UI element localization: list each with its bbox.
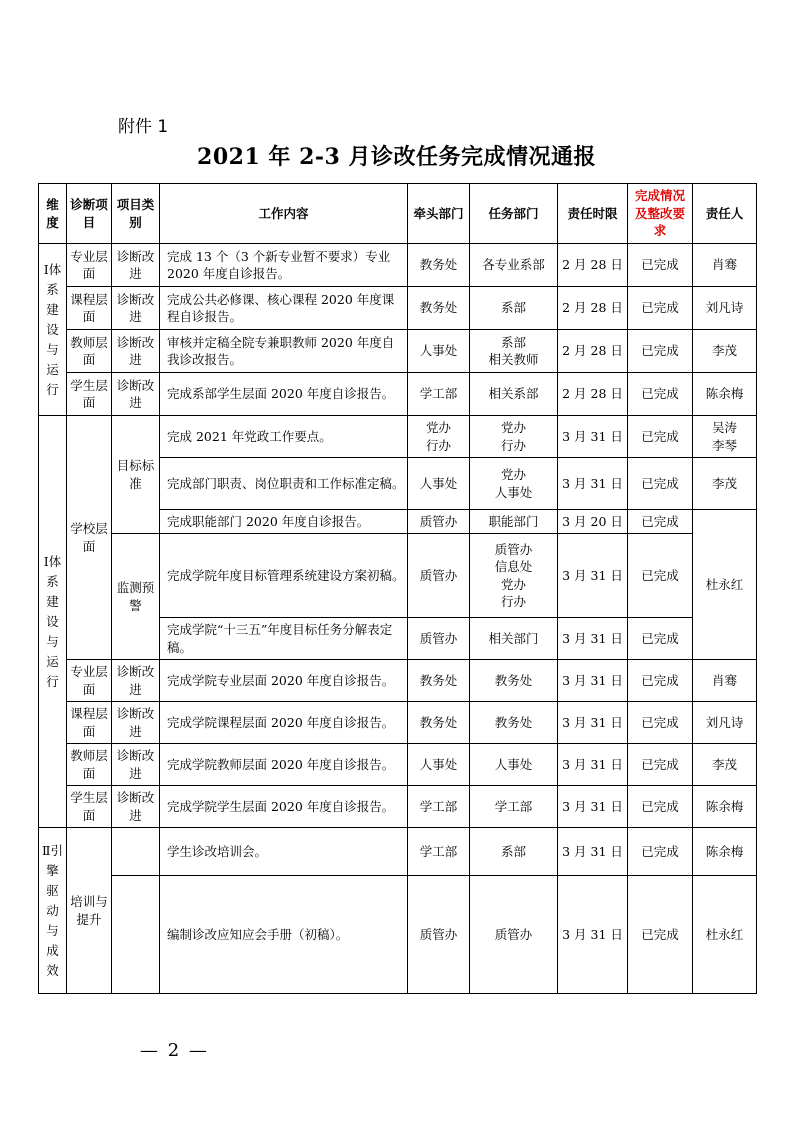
deadline-cell: 2 月 28 日 [558, 330, 628, 373]
content-cell: 完成部门职责、岗位职责和工作标准定稿。 [160, 458, 408, 510]
category-cell: 诊断改进 [112, 744, 160, 786]
owner-cell: 刘凡诗 [693, 702, 757, 744]
project-cell: 专业层面 [67, 244, 112, 287]
lead-dept-cell: 教务处 [408, 702, 470, 744]
status-cell: 已完成 [628, 744, 693, 786]
status-cell: 已完成 [628, 876, 693, 994]
deadline-cell: 3 月 31 日 [558, 416, 628, 458]
content-cell: 完成 2021 年党政工作要点。 [160, 416, 408, 458]
task-report-table [38, 183, 757, 994]
status-cell: 已完成 [628, 660, 693, 702]
status-cell: 已完成 [628, 786, 693, 828]
deadline-cell: 3 月 20 日 [558, 510, 628, 534]
project-cell: 专业层面 [67, 660, 112, 702]
category-cell [112, 828, 160, 876]
header-content: 工作内容 [160, 184, 408, 244]
project-cell: 课程层面 [67, 702, 112, 744]
task-dept-cell: 相关部门 [470, 618, 558, 660]
deadline-cell: 2 月 28 日 [558, 244, 628, 287]
header-task-dept: 任务部门 [470, 184, 558, 244]
content-cell: 编制诊改应知应会手册（初稿）。 [160, 876, 408, 994]
content-cell: 完成学院“十三五”年度目标任务分解表定稿。 [160, 618, 408, 660]
deadline-cell: 2 月 28 日 [558, 287, 628, 330]
task-dept-cell: 党办 人事处 [470, 458, 558, 510]
task-dept-cell: 系部 [470, 287, 558, 330]
task-dept-cell: 学工部 [470, 786, 558, 828]
category-cell [112, 876, 160, 994]
deadline-cell: 2 月 28 日 [558, 373, 628, 416]
lead-dept-cell: 教务处 [408, 244, 470, 287]
owner-cell: 陈余梅 [693, 828, 757, 876]
project-cell: 教师层面 [67, 330, 112, 373]
project-cell: 学校层面 [67, 416, 112, 660]
content-cell: 完成职能部门 2020 年度自诊报告。 [160, 510, 408, 534]
owner-cell: 陈余梅 [693, 373, 757, 416]
deadline-cell: 3 月 31 日 [558, 618, 628, 660]
task-dept-cell: 人事处 [470, 744, 558, 786]
lead-dept-cell: 质管办 [408, 618, 470, 660]
category-cell: 诊断改进 [112, 244, 160, 287]
task-dept-cell: 质管办 信息处 党办 行办 [470, 534, 558, 618]
status-cell: 已完成 [628, 373, 693, 416]
lead-dept-cell: 学工部 [408, 786, 470, 828]
header-lead-dept: 牵头部门 [408, 184, 470, 244]
content-cell: 完成学院学生层面 2020 年度自诊报告。 [160, 786, 408, 828]
content-cell: 完成公共必修课、核心课程 2020 年度课程自诊报告。 [160, 287, 408, 330]
task-dept-cell: 质管办 [470, 876, 558, 994]
deadline-cell: 3 月 31 日 [558, 828, 628, 876]
task-dept-cell: 系部 相关教师 [470, 330, 558, 373]
owner-cell: 刘凡诗 [693, 287, 757, 330]
deadline-cell: 3 月 31 日 [558, 876, 628, 994]
lead-dept-cell: 质管办 [408, 534, 470, 618]
lead-dept-cell: 学工部 [408, 828, 470, 876]
status-cell: 已完成 [628, 828, 693, 876]
owner-cell: 陈余梅 [693, 786, 757, 828]
task-dept-cell: 教务处 [470, 660, 558, 702]
header-dimension: 维度 [39, 184, 67, 244]
content-cell: 完成学院课程层面 2020 年度自诊报告。 [160, 702, 408, 744]
status-cell: 已完成 [628, 458, 693, 510]
status-cell: 已完成 [628, 618, 693, 660]
content-cell: 完成学院教师层面 2020 年度自诊报告。 [160, 744, 408, 786]
lead-dept-cell: 质管办 [408, 510, 470, 534]
content-cell: 完成学院年度目标管理系统建设方案初稿。 [160, 534, 408, 618]
lead-dept-cell: 人事处 [408, 330, 470, 373]
header-project: 诊断项目 [67, 184, 112, 244]
page-number: — 2 — [140, 1040, 209, 1061]
lead-dept-cell: 人事处 [408, 458, 470, 510]
lead-dept-cell: 教务处 [408, 287, 470, 330]
category-cell: 诊断改进 [112, 786, 160, 828]
header-category: 项目类别 [112, 184, 160, 244]
task-dept-cell: 职能部门 [470, 510, 558, 534]
deadline-cell: 3 月 31 日 [558, 660, 628, 702]
owner-cell: 杜永红 [693, 876, 757, 994]
task-dept-cell: 系部 [470, 828, 558, 876]
lead-dept-cell: 质管办 [408, 876, 470, 994]
owner-cell: 李茂 [693, 744, 757, 786]
owner-cell: 李茂 [693, 458, 757, 510]
owner-cell: 肖骞 [693, 244, 757, 287]
content-cell: 完成 13 个（3 个新专业暂不要求）专业 2020 年度自诊报告。 [160, 244, 408, 287]
status-cell: 已完成 [628, 534, 693, 618]
header-owner: 责任人 [693, 184, 757, 244]
lead-dept-cell: 人事处 [408, 744, 470, 786]
project-cell: 学生层面 [67, 786, 112, 828]
category-cell: 监测预警 [112, 534, 160, 660]
document-title: 2021 年 2-3 月诊改任务完成情况通报 [197, 144, 596, 170]
task-dept-cell: 相关系部 [470, 373, 558, 416]
category-cell: 诊断改进 [112, 702, 160, 744]
deadline-cell: 3 月 31 日 [558, 744, 628, 786]
header-deadline: 责任时限 [558, 184, 628, 244]
owner-cell: 李茂 [693, 330, 757, 373]
deadline-cell: 3 月 31 日 [558, 786, 628, 828]
dimension-cell: Ⅱ引擎驱动与成效 [39, 828, 67, 994]
content-cell: 审核并定稿全院专兼职教师 2020 年度自我诊改报告。 [160, 330, 408, 373]
attachment-label: 附件 1 [118, 117, 169, 137]
owner-cell: 吴涛 李琴 [693, 416, 757, 458]
task-dept-cell: 党办 行办 [470, 416, 558, 458]
category-cell: 诊断改进 [112, 660, 160, 702]
dimension-cell: Ⅰ体系建设与运行 [39, 244, 67, 416]
content-cell: 学生诊改培训会。 [160, 828, 408, 876]
status-cell: 已完成 [628, 330, 693, 373]
project-cell: 培训与提升 [67, 828, 112, 994]
project-cell: 学生层面 [67, 373, 112, 416]
dimension-cell: Ⅰ体系建设与运行 [39, 416, 67, 828]
header-status: 完成情况及整改要求 [628, 184, 693, 244]
status-cell: 已完成 [628, 287, 693, 330]
lead-dept-cell: 教务处 [408, 660, 470, 702]
status-cell: 已完成 [628, 702, 693, 744]
content-cell: 完成系部学生层面 2020 年度自诊报告。 [160, 373, 408, 416]
deadline-cell: 3 月 31 日 [558, 702, 628, 744]
category-cell: 目标标准 [112, 416, 160, 534]
category-cell: 诊断改进 [112, 373, 160, 416]
category-cell: 诊断改进 [112, 330, 160, 373]
deadline-cell: 3 月 31 日 [558, 458, 628, 510]
deadline-cell: 3 月 31 日 [558, 534, 628, 618]
status-cell: 已完成 [628, 244, 693, 287]
status-cell: 已完成 [628, 510, 693, 534]
lead-dept-cell: 学工部 [408, 373, 470, 416]
task-dept-cell: 各专业系部 [470, 244, 558, 287]
category-cell: 诊断改进 [112, 287, 160, 330]
status-cell: 已完成 [628, 416, 693, 458]
owner-cell: 杜永红 [693, 510, 757, 660]
lead-dept-cell: 党办 行办 [408, 416, 470, 458]
owner-cell: 肖骞 [693, 660, 757, 702]
task-dept-cell: 教务处 [470, 702, 558, 744]
project-cell: 教师层面 [67, 744, 112, 786]
content-cell: 完成学院专业层面 2020 年度自诊报告。 [160, 660, 408, 702]
project-cell: 课程层面 [67, 287, 112, 330]
